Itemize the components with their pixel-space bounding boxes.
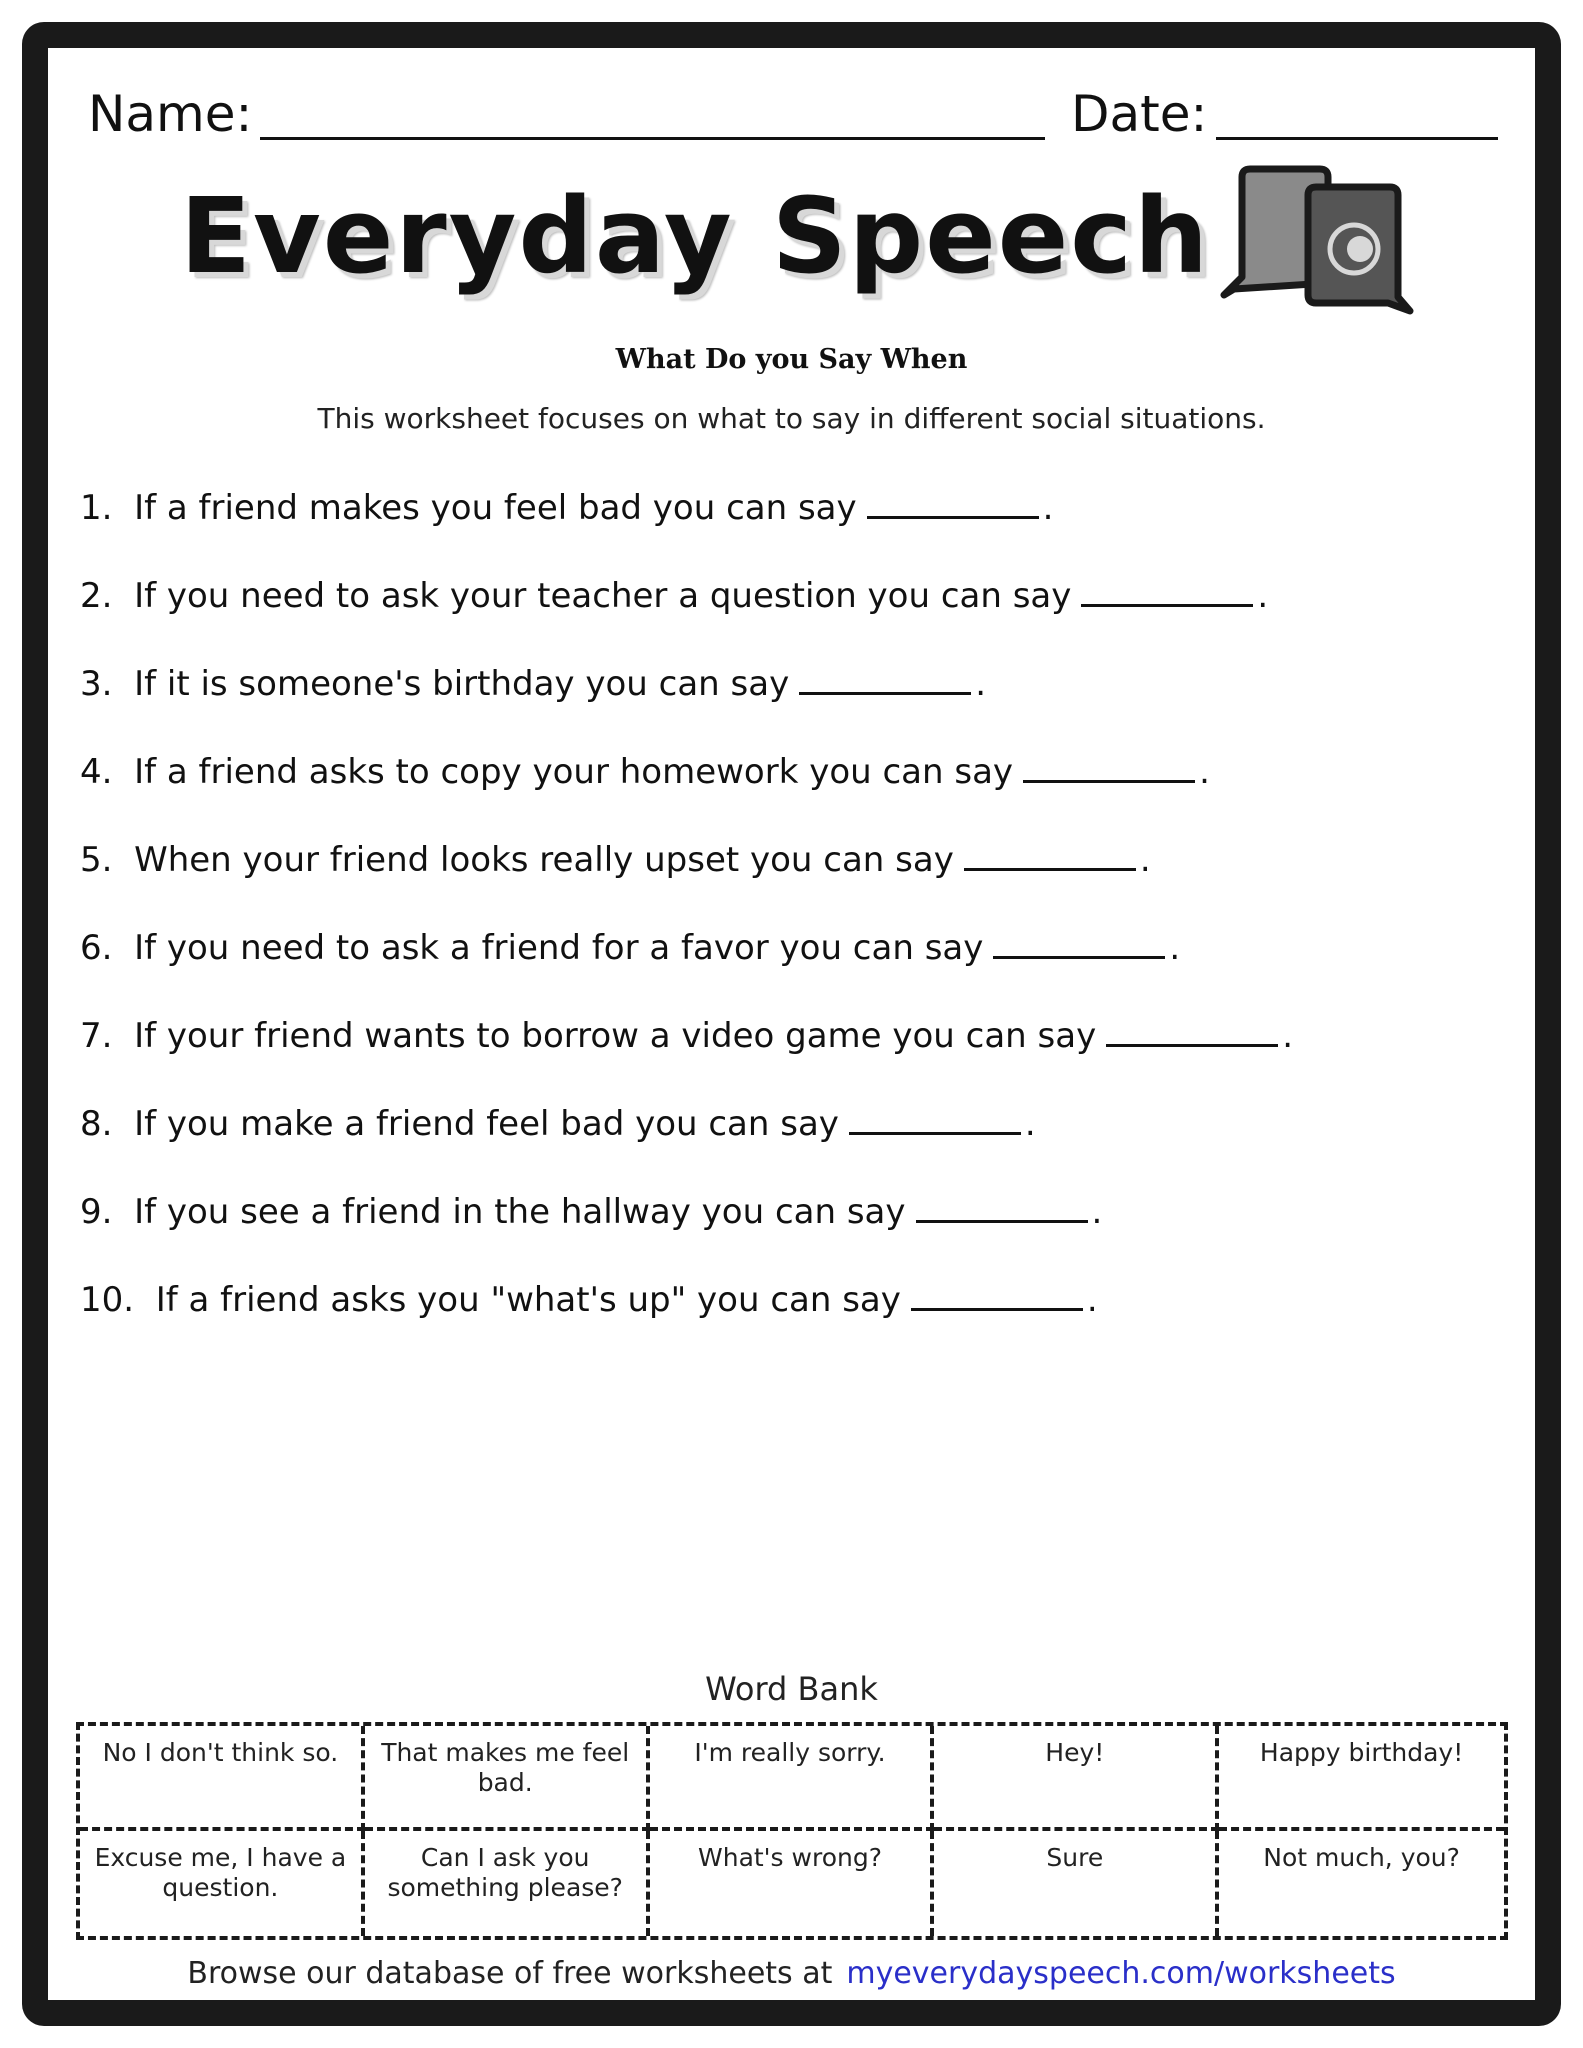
name-date-row (88, 85, 1498, 149)
date-field[interactable] (1216, 137, 1498, 140)
answer-blank[interactable] (1106, 1018, 1278, 1047)
question-item (80, 840, 1500, 928)
worksheets-link[interactable]: myeverydayspeech.com/worksheets (846, 1956, 1396, 1991)
question-text: If a friend makes you feel bad you can say (134, 488, 857, 528)
answer-blank[interactable] (799, 666, 971, 695)
question-end: . (1257, 576, 1269, 616)
word-bank-item: Happy birthday! (1219, 1726, 1504, 1831)
question-item (80, 1192, 1500, 1280)
question-text: If a friend asks to copy your homework you can say (134, 752, 1014, 792)
question-item (80, 928, 1500, 1016)
answer-blank[interactable] (849, 1106, 1021, 1135)
brand-title: Everyday Speech (180, 175, 1210, 297)
question-number: 5. (80, 840, 113, 880)
word-bank-item: Not much, you? (1263, 1843, 1460, 1872)
question-item (80, 576, 1500, 664)
word-bank-item: What's wrong? (650, 1831, 935, 1936)
question-item (80, 752, 1500, 840)
name-label: Name: (88, 85, 253, 143)
word-bank-item: Can I ask you something please? (365, 1831, 650, 1936)
question-text: If you need to ask a friend for a favor you can say (134, 928, 984, 968)
question-text: If you make a friend feel bad you can say (134, 1104, 839, 1144)
question-end: . (1091, 1192, 1103, 1232)
question-text: When your friend looks really upset you can say (134, 840, 954, 880)
word-bank-item: That makes me feel bad. (365, 1726, 650, 1831)
question-end: . (1282, 1016, 1294, 1056)
question-end: . (975, 664, 987, 704)
word-bank-item: Hey! (934, 1726, 1219, 1831)
word-bank-item: No I don't think so. (80, 1726, 365, 1831)
name-field[interactable] (260, 137, 1045, 140)
question-text: If a friend asks you "what's up" you can say (155, 1280, 901, 1320)
question-text: If your friend wants to borrow a video game you can say (134, 1016, 1097, 1056)
question-text: If it is someone's birthday you can say (134, 664, 790, 704)
question-end: . (1139, 840, 1151, 880)
word-bank-item: I'm really sorry. (650, 1726, 935, 1831)
worksheet-description: This worksheet focuses on what to say in different social situations. (317, 402, 1266, 435)
question-number: 4. (80, 752, 113, 792)
question-end: . (1024, 1104, 1036, 1144)
question-item (80, 488, 1500, 576)
word-bank-item: Excuse me, I have a question. (80, 1831, 365, 1936)
question-list (80, 488, 1500, 1368)
question-item (80, 1104, 1500, 1192)
word-bank-item: Sure (934, 1831, 1219, 1936)
question-end: . (1042, 488, 1054, 528)
word-bank (76, 1722, 1508, 1940)
question-end: . (1169, 928, 1181, 968)
question-end: . (1199, 752, 1210, 792)
worksheet-subtitle: What Do you Say When (615, 344, 968, 375)
question-number: 6. (80, 928, 113, 968)
answer-blank[interactable] (916, 1194, 1088, 1223)
question-number: 8. (80, 1104, 113, 1144)
question-item (80, 1016, 1500, 1104)
question-number: 3. (80, 664, 113, 704)
question-number: 1. (80, 488, 113, 528)
answer-blank[interactable] (964, 842, 1136, 871)
answer-blank[interactable] (867, 490, 1039, 519)
question-text: If you need to ask your teacher a question you can say (134, 576, 1072, 616)
word-bank-title: Word Bank (705, 1670, 878, 1708)
question-number: 7. (80, 1016, 113, 1056)
question-number: 10. (80, 1280, 135, 1320)
date-label: Date: (1071, 85, 1208, 143)
question-number: 9. (80, 1192, 113, 1232)
question-number: 2. (80, 576, 113, 616)
answer-blank[interactable] (993, 930, 1165, 959)
question-end: . (1086, 1280, 1098, 1320)
question-item (80, 1280, 1500, 1368)
question-text: If you see a friend in the hallway you can say (134, 1192, 906, 1232)
footer-text: Browse our database of free worksheets at (187, 1956, 833, 1991)
answer-blank[interactable] (911, 1282, 1083, 1311)
answer-blank[interactable] (1023, 754, 1195, 783)
answer-blank[interactable] (1081, 578, 1253, 607)
speech-bubbles-icon (1220, 165, 1420, 325)
footer (0, 1956, 1583, 1991)
question-item (80, 664, 1500, 752)
